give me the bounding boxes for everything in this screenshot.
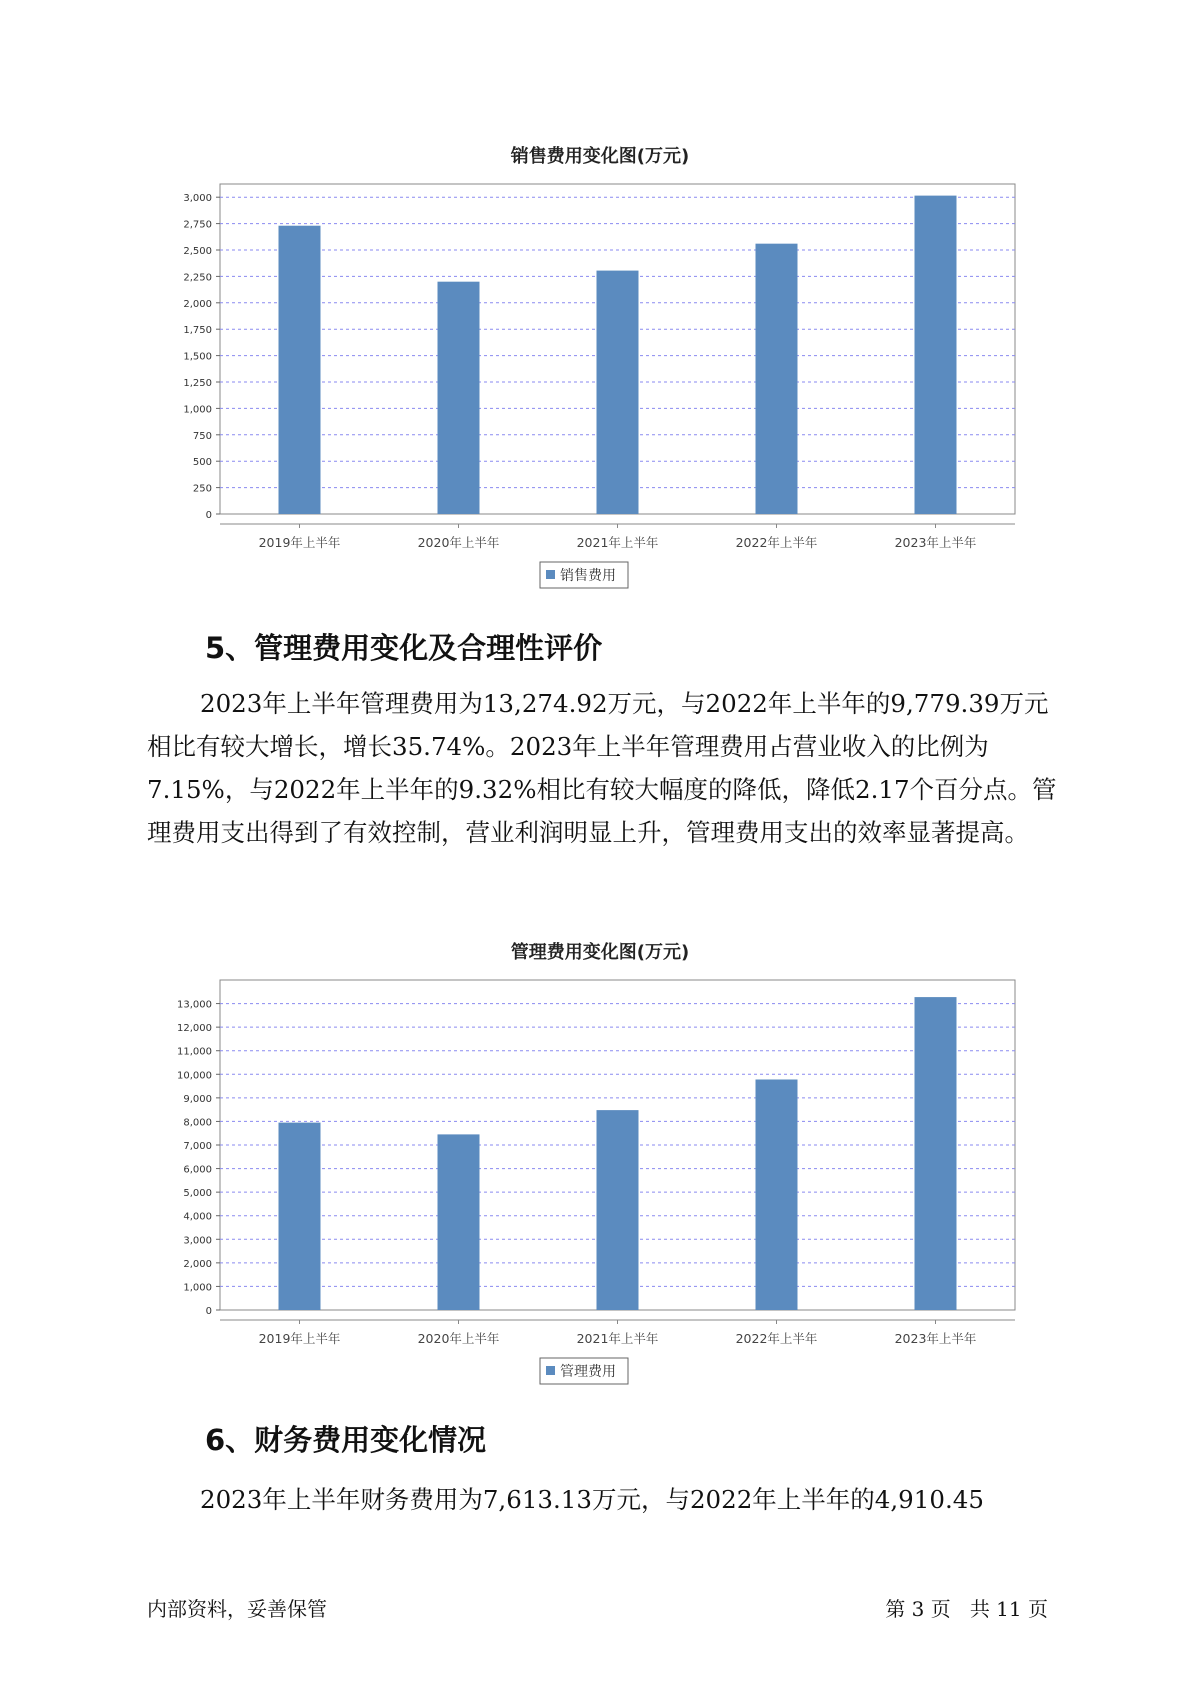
y-tick-label: 0 [205, 510, 212, 521]
y-tick-label: 500 [192, 457, 212, 469]
y-tick-label: 1,750 [183, 325, 212, 337]
y-tick-label: 13,000 [177, 999, 212, 1011]
y-tick-label: 4,000 [183, 1211, 212, 1223]
bar [279, 1123, 321, 1310]
y-tick-label: 10,000 [177, 1070, 212, 1082]
section-heading-5: 5、管理费用变化及合理性评价 [205, 631, 603, 665]
admin-expense-chart [170, 936, 1030, 1386]
y-tick-label: 2,750 [183, 219, 212, 231]
x-tick-label: 2021年上半年 [576, 535, 659, 550]
y-tick-label: 8,000 [183, 1117, 212, 1129]
y-tick-label: 1,000 [183, 404, 212, 416]
legend-label: 销售费用 [560, 568, 616, 584]
bar [597, 271, 639, 514]
footer-page-number: 第 3 页 共 11 页 [885, 1597, 1048, 1621]
y-tick-label: 0 [205, 1306, 212, 1317]
bar [279, 226, 321, 514]
legend [540, 562, 628, 588]
x-tick-label: 2020年上半年 [417, 535, 500, 550]
y-tick-label: 9,000 [183, 1093, 212, 1105]
bar [438, 282, 480, 514]
x-tick-label: 2019年上半年 [258, 535, 341, 550]
y-tick-label: 1,250 [183, 378, 212, 389]
legend-swatch [546, 1366, 555, 1375]
x-tick-label: 2019年上半年 [258, 1331, 341, 1346]
y-tick-label: 12,000 [177, 1023, 212, 1035]
x-tick-label: 2020年上半年 [417, 1331, 500, 1346]
bar [438, 1134, 480, 1310]
y-tick-label: 3,000 [183, 1235, 212, 1247]
sales-expense-chart-svg [170, 140, 1030, 590]
sales-expense-chart [170, 140, 1030, 590]
y-tick-label: 2,250 [183, 272, 212, 284]
bar [915, 196, 957, 514]
legend-label: 管理费用 [560, 1364, 616, 1380]
y-tick-label: 1,500 [183, 351, 212, 363]
x-tick-label: 2022年上半年 [735, 535, 818, 550]
section-heading-6: 6、财务费用变化情况 [205, 1423, 487, 1457]
y-tick-label: 3,000 [183, 193, 212, 205]
y-tick-label: 750 [192, 430, 212, 442]
x-tick-label: 2023年上半年 [894, 1331, 977, 1346]
legend [540, 1358, 628, 1384]
bar [915, 997, 957, 1310]
bar [756, 1079, 798, 1310]
chart-title: 管理费用变化图(万元) [510, 942, 690, 963]
x-tick-label: 2021年上半年 [576, 1331, 659, 1346]
bar [756, 244, 798, 514]
y-tick-label: 2,500 [183, 246, 212, 257]
bar [597, 1110, 639, 1310]
legend-swatch [546, 570, 555, 579]
section-paragraph-5: 2023年上半年管理费用为13,274.92万元，与2022年上半年的9,779.39万元相比有较大增长，增长35.74%。2023年上半年管理费用占营业收入的比例为7.15%，与2022年上半年的9.32%相比有较大幅度的降低，降低2.17个百分点。管理费用支出得到了有效控制，营业利润明显上升，管理费用支出的效率显著提高。 [147, 689, 1057, 847]
y-tick-label: 1,000 [183, 1282, 212, 1294]
y-tick-label: 2,000 [183, 1258, 212, 1270]
y-tick-label: 7,000 [183, 1141, 212, 1152]
section-paragraph-6: 2023年上半年财务费用为7,613.13万元，与2022年上半年的4,910.45 [200, 1485, 984, 1514]
chart-title: 销售费用变化图(万元) [510, 146, 690, 167]
x-tick-label: 2022年上半年 [735, 1331, 818, 1346]
y-tick-label: 5,000 [183, 1188, 212, 1200]
y-tick-label: 6,000 [183, 1164, 212, 1176]
admin-expense-chart-svg [170, 936, 1030, 1386]
y-tick-label: 250 [192, 483, 212, 495]
y-tick-label: 2,000 [183, 298, 212, 310]
x-tick-label: 2023年上半年 [894, 535, 977, 550]
y-tick-label: 11,000 [177, 1046, 212, 1058]
footer-confidential-note: 内部资料，妥善保管 [147, 1597, 327, 1621]
